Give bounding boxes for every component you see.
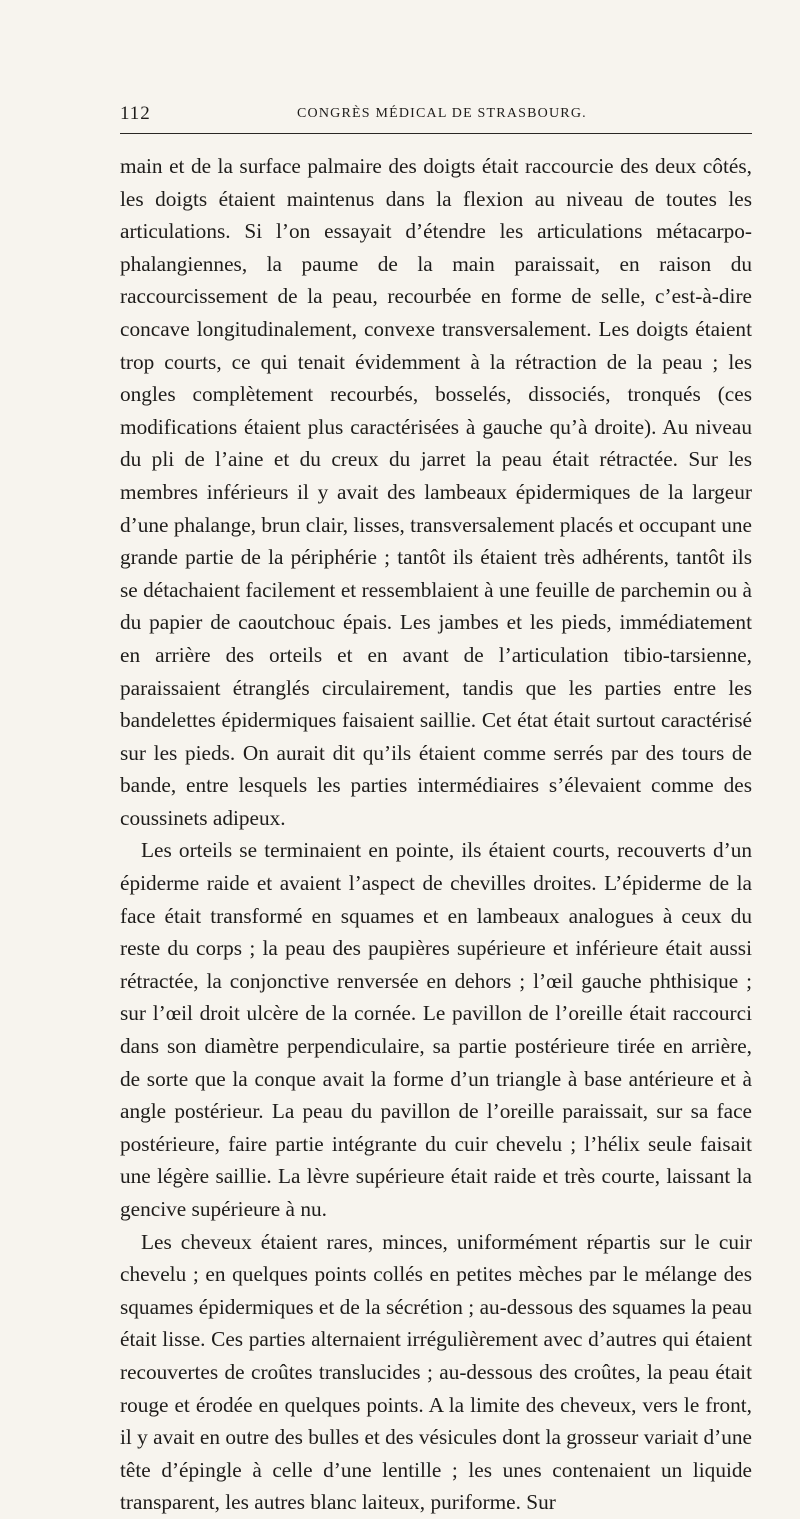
page-number: 112	[120, 103, 151, 124]
page-header	[120, 103, 752, 127]
paragraph-3: Les cheveux étaient rares, minces, uniformément répartis sur le cuir chevelu ; en quelques points collés en petites mèches par le mélange des squames épidermiques et de la sécrétion ; au-dessous des squames la peau était lisse. Ces parties alternaient irrégulièrement avec d’autres qui étaient recouvertes de croûtes translucides ; au-dessous des croûtes, la peau était rouge et érodée en quelques points. A la limite des cheveux, vers le front, il y avait en outre des bulles et des vésicules dont la grosseur variait d’une tête d’épingle à celle d’une lentille ; les unes contenaient un liquide transparent, les autres blanc laiteux, puriforme. Sur	[120, 1229, 752, 1515]
paragraph-1: main et de la surface palmaire des doigts était raccourcie des deux côtés, les doigts étaient maintenus dans la flexion au niveau de toutes les articulations. Si l’on essayait d’étendre les articulations métacarpo-phalangiennes, la paume de la main paraissait, en raison du raccourcissement de la peau, recourbée en forme de selle, c’est-à-dire concave longitudinalement, convexe transversalement. Les doigts étaient trop courts, ce qui tenait évidemment à la rétraction de la peau ; les ongles complètement recourbés, bosselés, dissociés, tronqués (ces modifications étaient plus caractérisées à gauche qu’à droite). Au niveau du pli de l’aine et du creux du jarret la peau était rétractée. Sur les membres inférieurs il y avait des lambeaux épidermiques de la largeur d’une phalange, brun clair, lisses, transversalement placés et occupant une grande partie de la périphérie ; tantôt ils étaient très adhérents, tantôt ils se détachaient facilement et ressemblaient à une feuille de parchemin ou à du papier de caoutchouc épais. Les jambes et les pieds, immédiatement en arrière des orteils et en avant de l’articulation tibio-tarsienne, paraissaient étranglés circulairement, tandis que les parties entre les bandelettes épidermiques faisaient saillie. Cet état était surtout caractérisé sur les pieds. On aurait dit qu’ils étaient comme serrés par des tours de bande, entre lesquels les parties intermédiaires s’élevaient comme des coussinets adipeux.	[120, 154, 752, 830]
paragraph-2: Les orteils se terminaient en pointe, ils étaient courts, recouverts d’un épiderme raide et avaient l’aspect de chevilles droites. L’épiderme de la face était transformé en squames et en lambeaux analogues à ceux du reste du corps ; la peau des paupières supérieure et inférieure était aussi rétractée, la conjonctive renversée en dehors ; l’œil gauche phthisique ; sur l’œil droit ulcère de la cornée. Le pavillon de l’oreille était raccourci dans son diamètre perpendiculaire, sa partie postérieure tirée en arrière, de sorte que la conque avait la forme d’un triangle à base antérieure et à angle postérieur. La peau du pavillon de l’oreille paraissait, sur sa face postérieure, faire partie intégrante du cuir chevelu ; l’hélix seule faisait une légère saillie. La lèvre supérieure était raide et très courte, laissant la gencive supérieure à nu.	[120, 838, 752, 1221]
header-rule	[120, 133, 752, 134]
body-text	[120, 150, 752, 1519]
running-title: CONGRÈS MÉDICAL DE STRASBOURG.	[297, 106, 587, 121]
